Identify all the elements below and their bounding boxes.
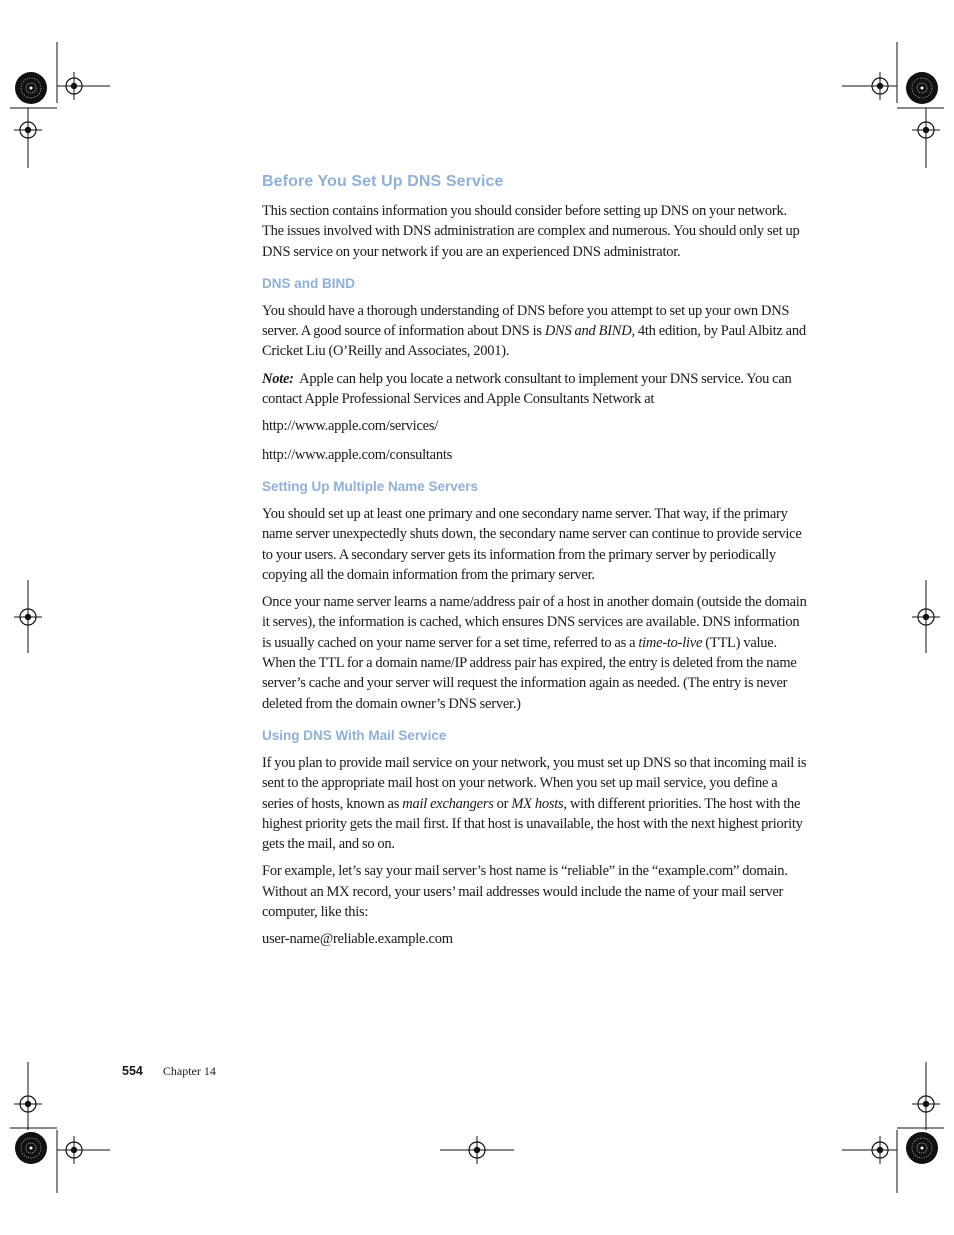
- multiple-servers-paragraph-2: Once your name server learns a name/address pair of a host in another domain (outside the domain it serves), the information is cached, which ensures DNS services are available. DNS information is usually cached on your name server for a set time, referred to as a time-to-live (TTL) value. When the TTL for a domain name/IP address pair has expired, the entry is deleted from the name server’s cache and your server will request the information again as needed. (The entry is never deleted from the domain owner’s DNS server.): [262, 594, 807, 712]
- registration-mark-icon: [912, 116, 940, 144]
- starburst-target-icon: [906, 1132, 938, 1164]
- multiple-servers-paragraph-1: You should set up at least one primary and one secondary name server. That way, if the primary name server unexpectedly shuts down, the secondary name server can continue to provide service to your users. A secondary server gets its information from the primary server by periodically copying all the domain information from the primary server.: [262, 505, 802, 583]
- book-title: DNS and BIND,: [544, 323, 635, 340]
- page-content: [262, 170, 807, 958]
- page-number: 554: [122, 1064, 143, 1078]
- page-footer: [122, 1064, 216, 1079]
- mail-address-example: user-name@reliable.example.com: [262, 931, 453, 948]
- note-paragraph: Note: Apple can help you locate a network consultant to implement your DNS service. You can contact Apple Professional Services and Apple Consultants Network at: [262, 370, 792, 408]
- registration-mark-icon: [912, 603, 940, 631]
- chapter-label: Chapter 14: [162, 1064, 216, 1078]
- registration-mark-icon: [60, 1136, 88, 1164]
- subheading-multiple-name-servers: Setting Up Multiple Name Servers: [262, 478, 479, 494]
- consultants-url: http://www.apple.com/consultants: [262, 446, 453, 463]
- starburst-target-icon: [15, 1132, 47, 1164]
- mail-service-paragraph-1: If you plan to provide mail service on your network, you must set up DNS so that incoming mail is sent to the appropriate mail host on your network. When you set up mail service, you define a series of hosts, known as mail exchangers or MX hosts, with different priorities. The host with the highest priority gets the mail first. If that host is unavailable, the host with the next highest priority gets the mail, and so on.: [262, 754, 807, 853]
- registration-mark-icon: [866, 72, 894, 100]
- registration-mark-icon: [912, 1090, 940, 1118]
- services-url: http://www.apple.com/services/: [262, 418, 438, 435]
- subheading-dns-mail-service: Using DNS With Mail Service: [262, 727, 447, 743]
- dns-bind-paragraph: You should have a thorough understanding of DNS before you attempt to set up your own DNS server. A good source of information about DNS is DNS and BIND, 4th edition, by Paul Albitz and Cricket Liu (O’Reilly and Associates, 2001).: [262, 302, 806, 360]
- registration-mark-icon: [60, 72, 88, 100]
- mail-service-paragraph-2: For example, let’s say your mail server’s host name is “reliable” in the “example.com” domain. Without an MX record, your users’ mail addresses would include the name of your mail server computer, like this:: [262, 863, 788, 921]
- registration-mark-icon: [866, 1136, 894, 1164]
- subheading-dns-and-bind: DNS and BIND: [262, 275, 356, 291]
- registration-mark-icon: [14, 1090, 42, 1118]
- starburst-target-icon: [15, 72, 47, 104]
- registration-mark-icon: [14, 116, 42, 144]
- registration-mark-icon: [463, 1136, 491, 1164]
- note-label: Note:: [262, 370, 294, 387]
- section-title: Before You Set Up DNS Service: [262, 173, 504, 190]
- registration-mark-icon: [14, 603, 42, 631]
- intro-paragraph: This section contains information you should consider before setting up DNS on your network. The issues involved with DNS administration are complex and numerous. You should only set up DNS service on your network if you are an experienced DNS administrator.: [262, 203, 800, 260]
- starburst-target-icon: [906, 72, 938, 104]
